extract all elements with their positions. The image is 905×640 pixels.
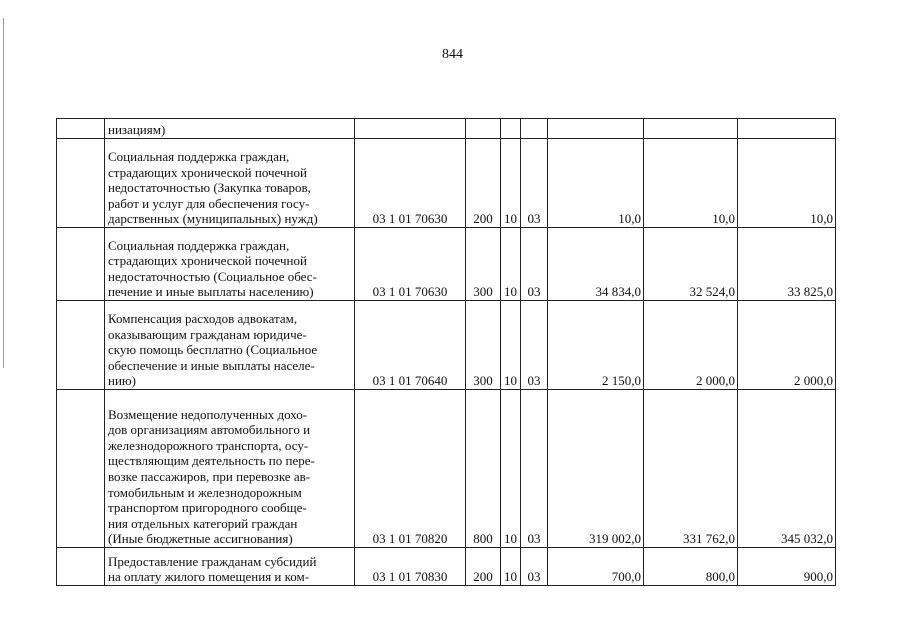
target-article-cell: 03 1 01 70640: [355, 301, 466, 390]
table-body: [57, 119, 836, 586]
description-line: низациям): [108, 122, 166, 138]
description-line: железнодорожного транспорта, осу-: [108, 437, 309, 453]
amount-year-2-cell: 32 524,0: [644, 228, 738, 301]
margin-scan-line: [3, 18, 4, 368]
description-cell: [105, 390, 355, 548]
amount-year-2-cell: 2 000,0: [644, 301, 738, 390]
description-cell: [105, 119, 355, 139]
description-line: дарственных (муниципальных) нужд): [108, 211, 318, 227]
description-line: на оплату жилого помещения и ком-: [108, 569, 310, 585]
subsection-cell: 03: [521, 390, 548, 548]
amount-year-3-cell: 345 032,0: [738, 390, 836, 548]
amount-year-1-cell: 2 150,0: [548, 301, 644, 390]
section-cell: 10: [501, 548, 521, 586]
target-article-cell: [355, 119, 466, 139]
expense-type-cell: 300: [466, 228, 501, 301]
section-cell: 10: [501, 301, 521, 390]
description-line: оказывающим гражданам юридиче-: [108, 326, 307, 342]
description-line: обеспечение и иные выплаты населе-: [108, 357, 315, 373]
description-line: Предоставление гражданам субсидий: [108, 553, 317, 569]
row-number-cell: [57, 390, 105, 548]
description-line: Социальная поддержка граждан,: [108, 237, 290, 253]
amount-year-3-cell: 900,0: [738, 548, 836, 586]
amount-year-2-cell: 331 762,0: [644, 390, 738, 548]
amount-year-2-cell: [644, 119, 738, 139]
table-row: [57, 228, 836, 301]
amount-year-1-cell: 319 002,0: [548, 390, 644, 548]
target-article-cell: 03 1 01 70630: [355, 228, 466, 301]
description-line: томобильным и железнодорожным: [108, 484, 302, 500]
description-cell: [105, 301, 355, 390]
expense-type-cell: 300: [466, 301, 501, 390]
description-cell: [105, 228, 355, 301]
description-cell: [105, 548, 355, 586]
expense-type-cell: 800: [466, 390, 501, 548]
amount-year-3-cell: 2 000,0: [738, 301, 836, 390]
amount-year-1-cell: 34 834,0: [548, 228, 644, 301]
amount-year-1-cell: 700,0: [548, 548, 644, 586]
subsection-cell: 03: [521, 301, 548, 390]
description-line: дов организациям автомобильного и: [108, 422, 311, 438]
expense-type-cell: 200: [466, 548, 501, 586]
description-line: страдающих хронической почечной: [108, 253, 307, 269]
subsection-cell: 03: [521, 548, 548, 586]
subsection-cell: [521, 119, 548, 139]
description-line: нию): [108, 373, 136, 389]
description-line: работ и услуг для обеспечения госу-: [108, 195, 310, 211]
amount-year-3-cell: [738, 119, 836, 139]
section-cell: [501, 119, 521, 139]
budget-table: [56, 118, 836, 586]
subsection-cell: 03: [521, 139, 548, 228]
amount-year-2-cell: 10,0: [644, 139, 738, 228]
section-cell: 10: [501, 228, 521, 301]
table-row: [57, 301, 836, 390]
description-line: возке пассажиров, при перевозке ав-: [108, 469, 311, 485]
description-line: Компенсация расходов адвокатам,: [108, 311, 298, 327]
row-number-cell: [57, 228, 105, 301]
description-line: (Иные бюджетные ассигнования): [108, 531, 293, 547]
target-article-cell: 03 1 01 70820: [355, 390, 466, 548]
section-cell: 10: [501, 390, 521, 548]
table-row: [57, 119, 836, 139]
row-number-cell: [57, 139, 105, 228]
expense-type-cell: 200: [466, 139, 501, 228]
amount-year-1-cell: [548, 119, 644, 139]
description-line: ществляющим деятельность по пере-: [108, 453, 315, 469]
amount-year-1-cell: 10,0: [548, 139, 644, 228]
description-line: Возмещение недополученных дохо-: [108, 406, 308, 422]
description-line: страдающих хронической почечной: [108, 164, 307, 180]
description-cell: [105, 139, 355, 228]
amount-year-3-cell: 10,0: [738, 139, 836, 228]
description-line: транспортом пригородного сообще-: [108, 500, 307, 516]
description-line: недостаточностью (Закупка товаров,: [108, 180, 311, 196]
amount-year-3-cell: 33 825,0: [738, 228, 836, 301]
section-cell: 10: [501, 139, 521, 228]
target-article-cell: 03 1 01 70630: [355, 139, 466, 228]
description-line: Социальная поддержка граждан,: [108, 149, 290, 165]
description-line: скую помощь бесплатно (Социальное: [108, 342, 318, 358]
table-row: [57, 139, 836, 228]
target-article-cell: 03 1 01 70830: [355, 548, 466, 586]
row-number-cell: [57, 548, 105, 586]
table-row: [57, 548, 836, 586]
description-line: печение и иные выплаты населению): [108, 284, 314, 300]
amount-year-2-cell: 800,0: [644, 548, 738, 586]
page-number: 844: [442, 47, 463, 62]
expense-type-cell: [466, 119, 501, 139]
subsection-cell: 03: [521, 228, 548, 301]
row-number-cell: [57, 119, 105, 139]
description-line: ния отдельных категорий граждан: [108, 515, 298, 531]
row-number-cell: [57, 301, 105, 390]
table-row: [57, 390, 836, 548]
description-line: недостаточностью (Социальное обес-: [108, 268, 317, 284]
